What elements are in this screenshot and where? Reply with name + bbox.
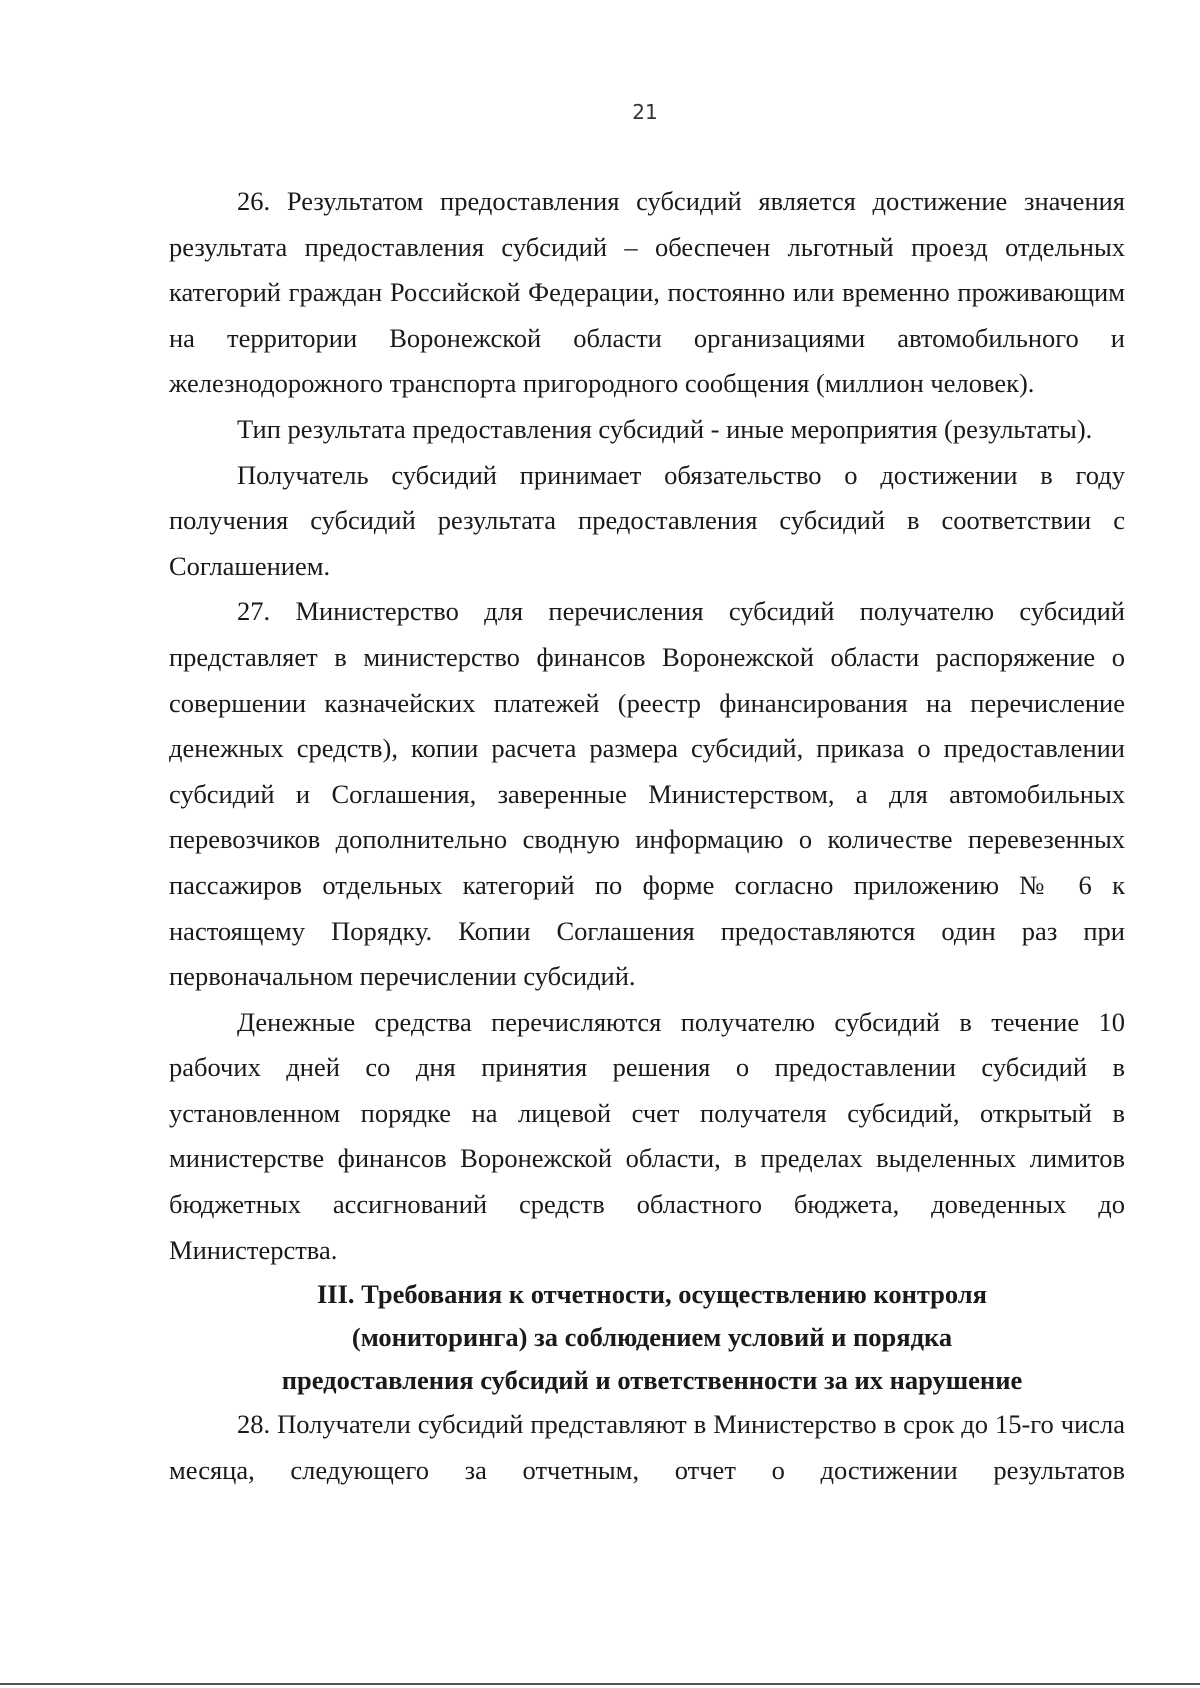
paragraph-result-type: Тип результата предоставления субсидий - иные мероприятия (результаты). <box>237 413 1093 444</box>
paragraph-funds-transfer: Денежные средства перечисляются получателю субсидий в течение 10 рабочих дней со дня принятия решения о предоставлении субсидий в установленном порядке на лицевой счет получателя субсидий, открытый в министерстве финансов Воронежской области, в пределах выделенных лимитов бюджетных ассигнований средств областного бюджета, доведенных до Министерства. <box>169 1006 1125 1265</box>
section-heading-line-3: предоставления субсидий и ответственности за их нарушение <box>281 1365 1023 1396</box>
document-body <box>169 179 1125 1493</box>
paragraph-obligation: Получатель субсидий принимает обязательство о достижении в году получения субсидий результата предоставления субсидий в соответствии с Соглашением. <box>169 459 1125 581</box>
section-heading-line-1: III. Требования к отчетности, осуществлению контроля <box>316 1279 988 1310</box>
paragraph-27: 27. Министерство для перечисления субсидий получателю субсидий представляет в министерство финансов Воронежской области распоряжение о совершении казначейских платежей (реестр финансирования на перечисление денежных средств), копии расчета размера субсидий, приказа о предоставлении субсидий и Соглашения, заверенные Министерством, а для автомобильных перевозчиков дополнительно сводную информацию о количестве перевезенных пассажиров отдельных категорий по форме согласно приложению № 6 к настоящему Порядку. Копии Соглашения предоставляются один раз при первоначальном перечислении субсидий. <box>169 596 1125 992</box>
section-heading <box>169 1273 1125 1402</box>
paragraph-28: 28. Получатели субсидий представляют в Министерство в срок до 15-го числа месяца, следующего за отчетным, отчет о достижении результатов <box>169 1409 1125 1485</box>
page-number: 21 <box>632 100 658 124</box>
section-heading-line-2: (мониторинга) за соблюдением условий и порядка <box>351 1322 953 1353</box>
bottom-rule <box>0 1683 1200 1685</box>
paragraph-26: 26. Результатом предоставления субсидий является достижение значения результата предоставления субсидий – обеспечен льготный проезд отдельных категорий граждан Российской Федерации, постоянно или временно проживающим на территории Воронежской области организациями автомобильного и железнодорожного транспорта пригородного сообщения (миллион человек). <box>169 186 1125 399</box>
